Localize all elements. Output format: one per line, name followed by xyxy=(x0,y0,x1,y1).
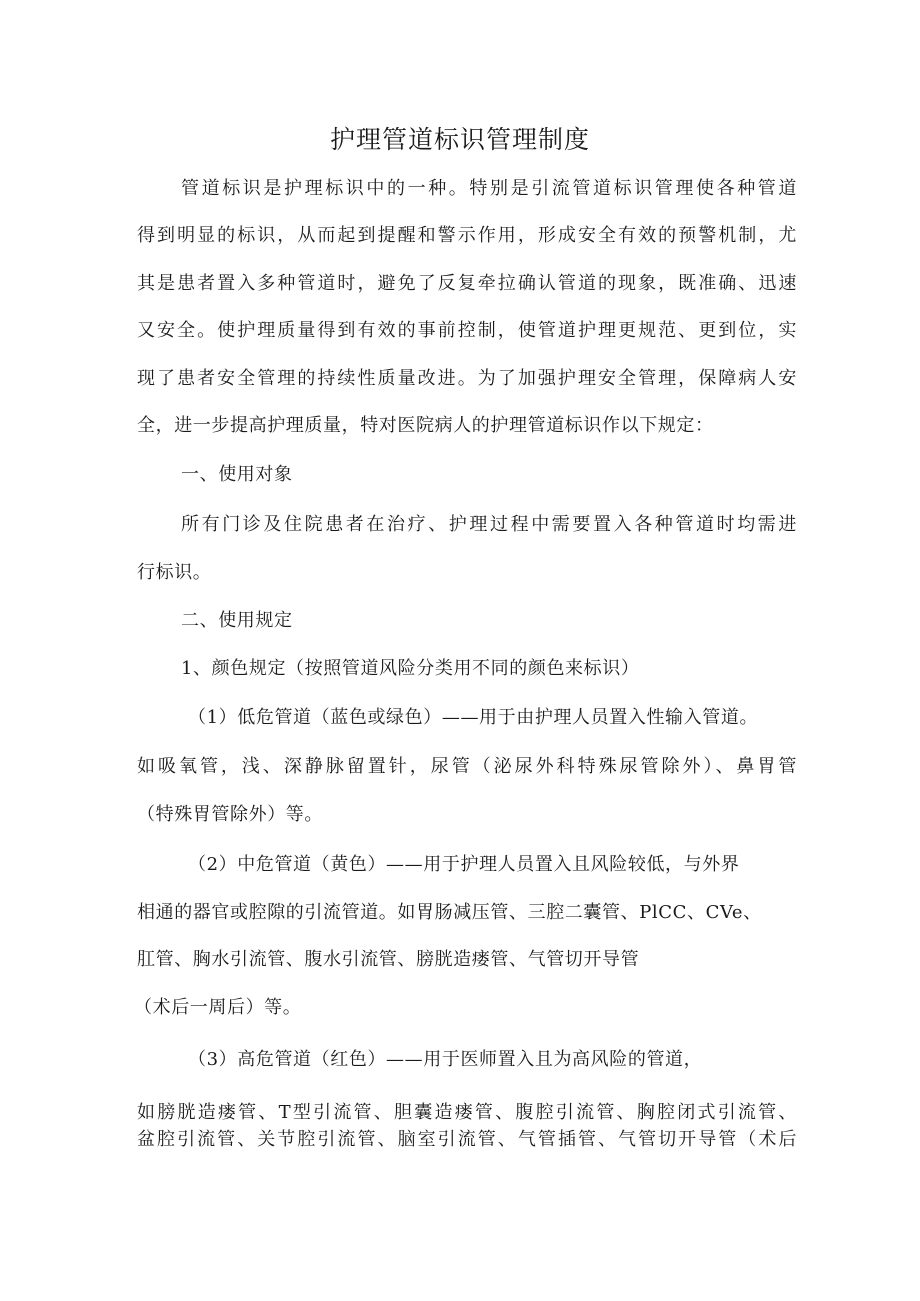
paragraph-line: （2）中危管道（黄色）——用于护理人员置入且风险较低，与外界 xyxy=(188,854,740,875)
paragraph-line: 行标识。 xyxy=(137,562,212,583)
paragraph-line: 得到明显的标识，从而起到提醒和警示作用，形成安全有效的预警机制，尤 xyxy=(137,225,797,246)
paragraph-line: 又安全。使护理质量得到有效的事前控制，使管道护理更规范、更到位，实 xyxy=(137,320,797,341)
section-heading: 一、使用对象 xyxy=(181,464,293,485)
section-heading: 二、使用规定 xyxy=(181,610,293,631)
paragraph-line: 全，进一步提高护理质量，特对医院病人的护理管道标识作以下规定： xyxy=(137,415,714,436)
paragraph-line: 所有门诊及住院患者在治疗、护理过程中需要置入各种管道时均需进 xyxy=(181,514,797,535)
document-title: 护理管道标识管理制度 xyxy=(329,125,590,154)
paragraph-line: （1）低危管道（蓝色或绿色）——用于由护理人员置入性输入管道。 xyxy=(188,707,759,728)
paragraph-line: 盆腔引流管、关节腔引流管、脑室引流管、气管插管、气管切开导管（术后 xyxy=(137,1129,797,1150)
paragraph-line: （术后一周后）等。 xyxy=(134,997,302,1018)
paragraph-line: （特殊胃管除外）等。 xyxy=(137,804,323,825)
paragraph-line: 管道标识是护理标识中的一种。特别是引流管道标识管理使各种管道 xyxy=(181,178,797,199)
paragraph-line: 如吸氧管，浅、深静脉留置针，尿管（泌尿外科特殊尿管除外）、鼻胃管 xyxy=(137,756,797,777)
paragraph-line: （3）高危管道（红色）——用于医师置入且为高风险的管道， xyxy=(188,1049,703,1070)
paragraph-line: 其是患者置入多种管道时，避免了反复牵拉确认管道的现象，既准确、迅速 xyxy=(137,273,797,294)
paragraph-line: 1、颜色规定（按照管道风险分类用不同的颜色来标识） xyxy=(181,658,640,679)
paragraph-line: 肛管、胸水引流管、腹水引流管、膀胱造瘘管、气管切开导管 xyxy=(137,949,640,970)
paragraph-line: 现了患者安全管理的持续性质量改进。为了加强护理安全管理，保障病人安 xyxy=(137,368,797,389)
paragraph-line: 如膀胱造瘘管、T型引流管、胆囊造瘘管、腹腔引流管、胸腔闭式引流管、 xyxy=(137,1102,797,1123)
paragraph-line: 相通的器官或腔隙的引流管道。如胃肠减压管、三腔二囊管、PlCC、CVe、 xyxy=(137,902,762,923)
